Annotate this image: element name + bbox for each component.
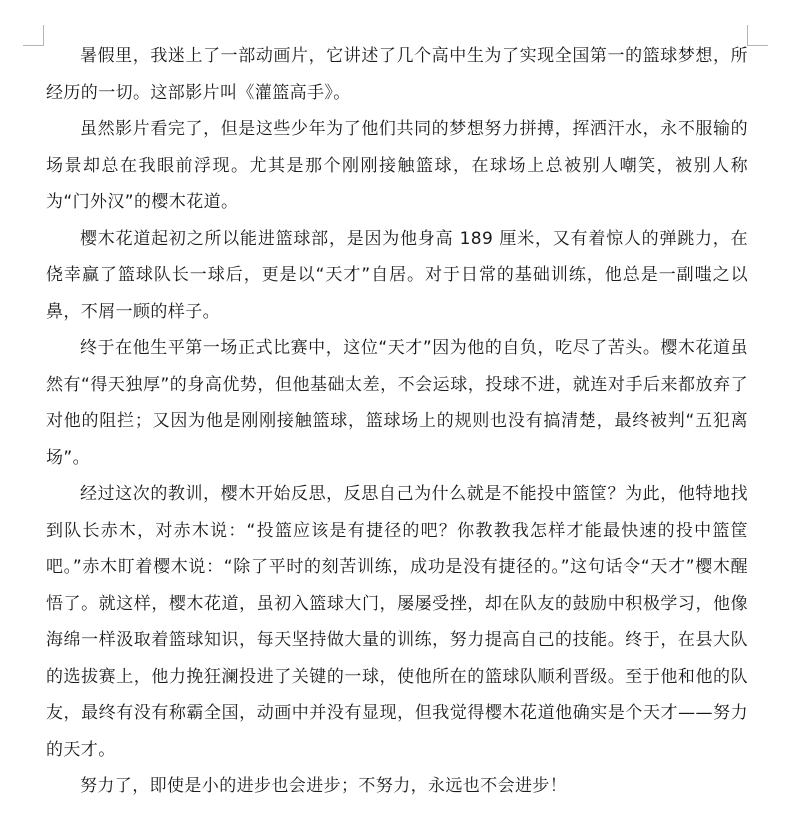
paragraph-1: 暑假里，我迷上了一部动画片，它讲述了几个高中生为了实现全国第一的篮球梦想，所经历的一切。这部影片叫《灌篮高手》。 — [46, 46, 748, 103]
page-corner-mark-top-left — [23, 25, 44, 46]
paragraph-4: 终于在他生平第一场正式比赛中，这位“天才”因为他的自负，吃尽了苦头。樱木花道虽然有“得天独厚”的身高优势，但他基础太差，不会运球，投球不进，就连对手后来都放弃了对他的阻拦；又因为他是刚刚接触篮球，篮球场上的规则也没有搞清楚，最终被判“五犯离场”。 — [46, 338, 748, 468]
document-body[interactable] — [46, 38, 748, 805]
paragraph-5: 经过这次的教训，樱木开始反思，反思自己为什么就是不能投中篮筐？为此，他特地找到队长赤木，对赤木说：“投篮应该是有捷径的吧？你教教我怎样才能最快速的投中篮筐吧。”赤木盯着樱木说：“除了平时的刻苦训练，成功是没有捷径的。”这句话令“天才”樱木醒悟了。就这样，樱木花道，虽初入篮球大门，屡屡受挫，却在队友的鼓励中积极学习，他像海绵一样汲取着篮球知识，每天坚持做大量的训练，努力提高自己的技能。终于，在县大队的选拔赛上，他力挽狂澜投进了关键的一球，使他所在的篮球队顺利晋级。至于他和他的队友，最终有没有称霸全国，动画中并没有显现，但我觉得樱木花道他确实是个天才——努力的天才。 — [46, 484, 748, 760]
paragraph-6: 努力了，即使是小的进步也会进步；不努力，永远也不会进步！ — [80, 776, 568, 796]
page-corner-mark-top-right — [747, 25, 768, 46]
paragraph-2: 虽然影片看完了，但是这些少年为了他们共同的梦想努力拼搏，挥洒汗水，永不服输的场景却总在我眼前浮现。尤其是那个刚刚接触篮球，在球场上总被别人嘲笑，被别人称为“门外汉”的樱木花道。 — [46, 119, 748, 212]
paragraph-3: 樱木花道起初之所以能进篮球部，是因为他身高 189 厘米，又有着惊人的弹跳力，在侥幸赢了篮球队长一球后，更是以“天才”自居。对于日常的基础训练，他总是一副嗤之以鼻，不屑一顾的样子。 — [46, 228, 748, 322]
